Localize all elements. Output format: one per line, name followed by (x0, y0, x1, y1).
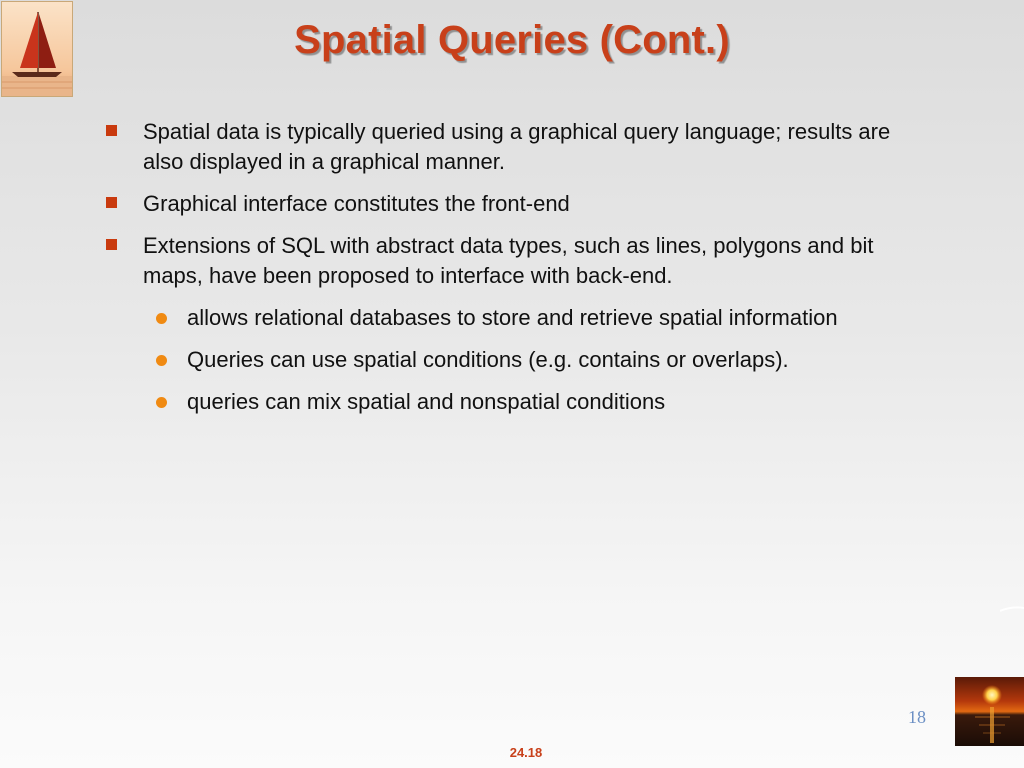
square-bullet-icon (106, 239, 117, 250)
slide-number: 18 (908, 707, 926, 727)
slide-title: Spatial Queries (Cont.) (294, 18, 730, 62)
dot-bullet-icon (156, 397, 167, 408)
sub-bullet-text: queries can mix spatial and nonspatial conditions (187, 389, 666, 414)
sub-bullet-text: Queries can use spatial conditions (e.g. contains or overlaps). (187, 347, 789, 372)
dot-bullet-icon (156, 313, 167, 324)
bullet-text: Spatial data is typically queried using a graphical query language; results are also displayed in a graphical manner. (143, 119, 891, 174)
sunset-image (955, 677, 1024, 746)
square-bullet-icon (106, 125, 117, 136)
bullet-item (106, 231, 926, 291)
dot-bullet-icon (156, 355, 167, 366)
bullet-text: Graphical interface constitutes the front-end (143, 191, 570, 216)
footer-number: 24.18 (509, 745, 543, 760)
decorative-swoosh (1000, 606, 1024, 614)
sub-bullet-text: allows relational databases to store and retrieve spatial information (187, 305, 838, 330)
bullet-text: Extensions of SQL with abstract data types, such as lines, polygons and bit maps, have been proposed to interface with back-end. (143, 233, 874, 288)
sub-bullet-item (106, 387, 926, 417)
bullet-item (106, 117, 926, 177)
bullet-item (106, 189, 926, 219)
sub-bullet-item (106, 303, 926, 333)
square-bullet-icon (106, 197, 117, 208)
sub-bullet-item (106, 345, 926, 375)
slide-content (106, 117, 926, 429)
